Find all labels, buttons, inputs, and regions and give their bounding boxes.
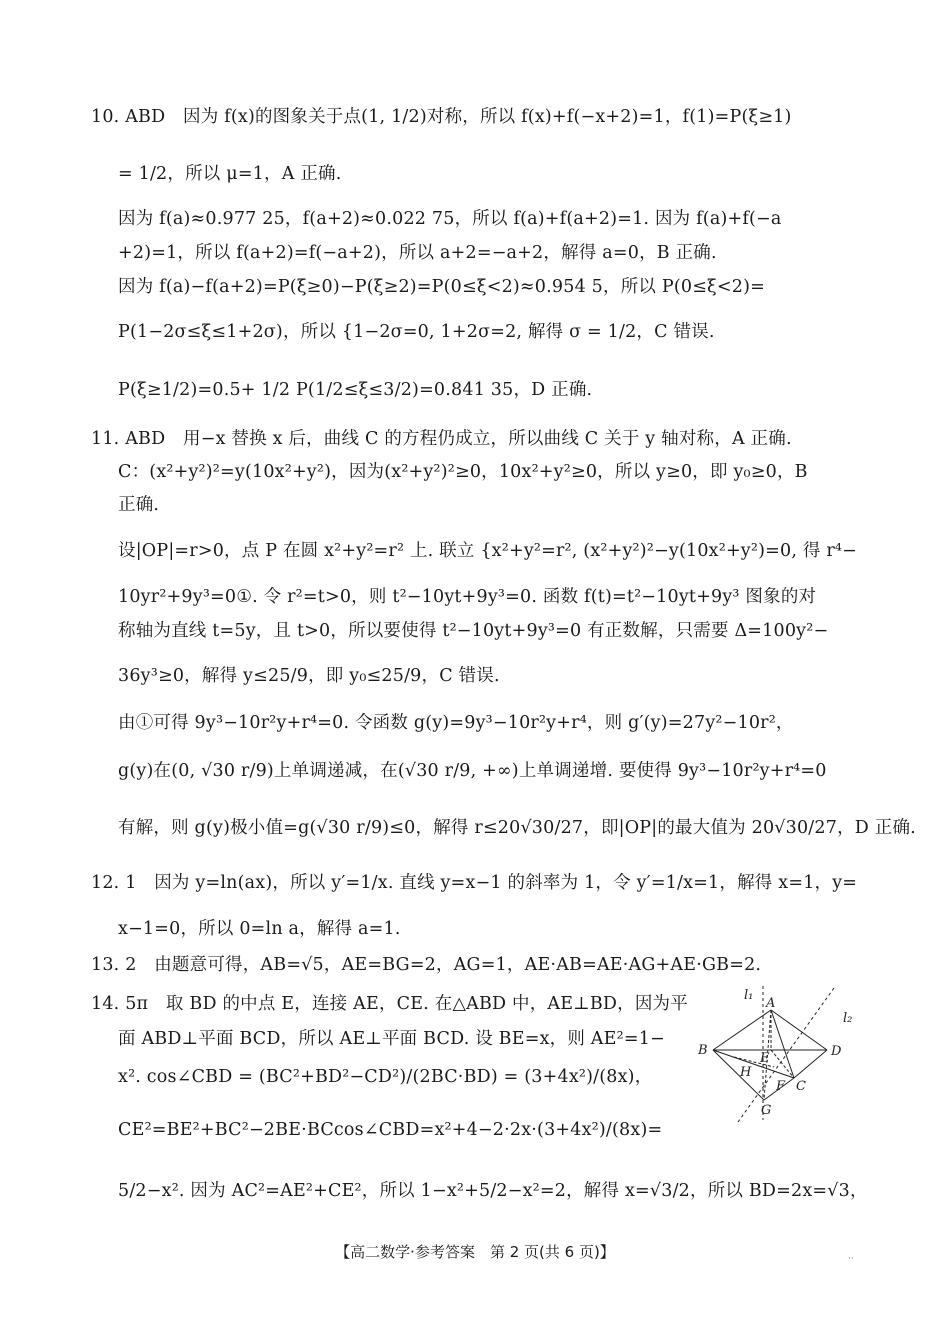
text-line: 10yr²+9y³=0①. 令 r²=t>0，则 t²−10yt+9y³=0. 函数 f(t)=t²−10yt+9y³ 图象的对 (118, 587, 817, 607)
text-line: P(1−2σ≤ξ≤1+2σ)，所以 {1−2σ=0, 1+2σ=2, 解得 σ = 1/2，C 错误. (118, 322, 715, 342)
text-line: 有解，则 g(y)极小值=g(√30 r/9)≤0，解得 r≤20√30/27，即|OP|的最大值为 20√30/27，D 正确. (118, 818, 916, 838)
label-f: F (776, 1079, 786, 1094)
page-mark: ·· (848, 1254, 854, 1264)
text-line: +2)=1，所以 f(a+2)=f(−a+2)，所以 a+2=−a+2，解得 a=0，B 正确. (118, 243, 717, 263)
text-line: 由①可得 9y³−10r²y+r⁴=0. 令函数 g(y)=9y³−10r²y+r⁴，则 g′(y)=27y²−10r²， (118, 713, 794, 733)
text-line: 面 ABD⊥平面 BCD，所以 AE⊥平面 BCD. 设 BE=x，则 AE²=1− (118, 1029, 665, 1049)
page-footer: 【高二数学·参考答案 第 2 页(共 6 页)】 (335, 1243, 615, 1261)
text-line: 5/2−x². 因为 AC²=AE²+CE²，所以 1−x²+5/2−x²=2，解得 x=√3/2，所以 BD=2x=√3， (118, 1181, 868, 1201)
edge-ac (771, 1010, 794, 1078)
text-line: x². cos∠CBD = (BC²+BD²−CD²)/(2BC·BD) = (3+4x²)/(8x)， (118, 1067, 653, 1087)
text-line: 因为 f(a)≈0.977 25，f(a+2)≈0.022 75，所以 f(a)+f(a+2)=1. 因为 f(a)+f(−a (118, 209, 782, 229)
text-line: 13. 2 由题意可得，AB=√5，AE=BG=2，AG=1，AE·AB=AE·AG+AE·GB=2. (91, 955, 762, 975)
text-line: x−1=0，所以 0=ln a，解得 a=1. (118, 919, 401, 939)
text-line: 14. 5π 取 BD 的中点 E，连接 AE，CE. 在△ABD 中，AE⊥BD，因为平 (91, 994, 688, 1014)
label-l1: l₁ (744, 988, 754, 1003)
edge-cd (794, 1050, 827, 1078)
label-b: B (698, 1043, 708, 1058)
text-line: 36y³≥0，解得 y≤25/9，即 y₀≤25/9，C 错误. (118, 666, 500, 686)
label-g: G (761, 1103, 772, 1118)
label-e: E (760, 1051, 770, 1066)
edge-bc (713, 1050, 794, 1078)
text-line: g(y)在(0, √30 r/9)上单调递减，在(√30 r/9, +∞)上单调递增. 要使得 9y³−10r²y+r⁴=0 (118, 761, 827, 781)
text-line: 正确. (118, 495, 160, 515)
label-c: C (796, 1079, 806, 1094)
label-a: A (766, 996, 776, 1011)
text-line: 称轴为直线 t=5y，且 t>0，所以要使得 t²−10yt+9y³=0 有正数解，只需要 Δ=100y²− (118, 621, 829, 641)
text-line: 12. 1 因为 y=ln(ax)，所以 y′=1/x. 直线 y=x−1 的斜率为 1，令 y′=1/x=1，解得 x=1，y= (91, 873, 858, 893)
geometry-figure (694, 982, 876, 1127)
text-line: CE²=BE²+BC²−2BE·BCcos∠CBD=x²+4−2·2x·(3+4x²)/(8x)= (118, 1120, 663, 1140)
segment-bg (713, 1050, 764, 1100)
text-line: C：(x²+y²)²=y(10x²+y²)，因为(x²+y²)²≥0，10x²+y²≥0，所以 y≥0，即 y₀≥0，B (118, 462, 808, 482)
text-line: = 1/2，所以 μ=1，A 正确. (118, 164, 342, 184)
text-line: 因为 f(a)−f(a+2)=P(ξ≥0)−P(ξ≥2)=P(0≤ξ<2)≈0.954 5，所以 P(0≤ξ<2)= (118, 277, 765, 297)
label-d: D (831, 1044, 842, 1059)
text-line: 设|OP|=r>0，点 P 在圆 x²+y²=r² 上. 联立 {x²+y²=r², (x²+y²)²−y(10x²+y²)=0, 得 r⁴− (118, 541, 857, 561)
label-l2: l₂ (843, 1011, 853, 1026)
text-line: 10. ABD 因为 f(x)的图象关于点(1, 1/2)对称，所以 f(x)+f(−x+2)=1，f(1)=P(ξ≥1) (91, 107, 792, 127)
edge-ab (713, 1010, 771, 1050)
text-line: 11. ABD 用−x 替换 x 后，曲线 C 的方程仍成立，所以曲线 C 关于 y 轴对称，A 正确. (91, 429, 792, 449)
edge-ad (771, 1010, 827, 1050)
label-h: H (740, 1065, 752, 1080)
text-line: P(ξ≥1/2)=0.5+ 1/2 P(1/2≤ξ≤3/2)=0.841 35，D 正确. (118, 380, 593, 400)
